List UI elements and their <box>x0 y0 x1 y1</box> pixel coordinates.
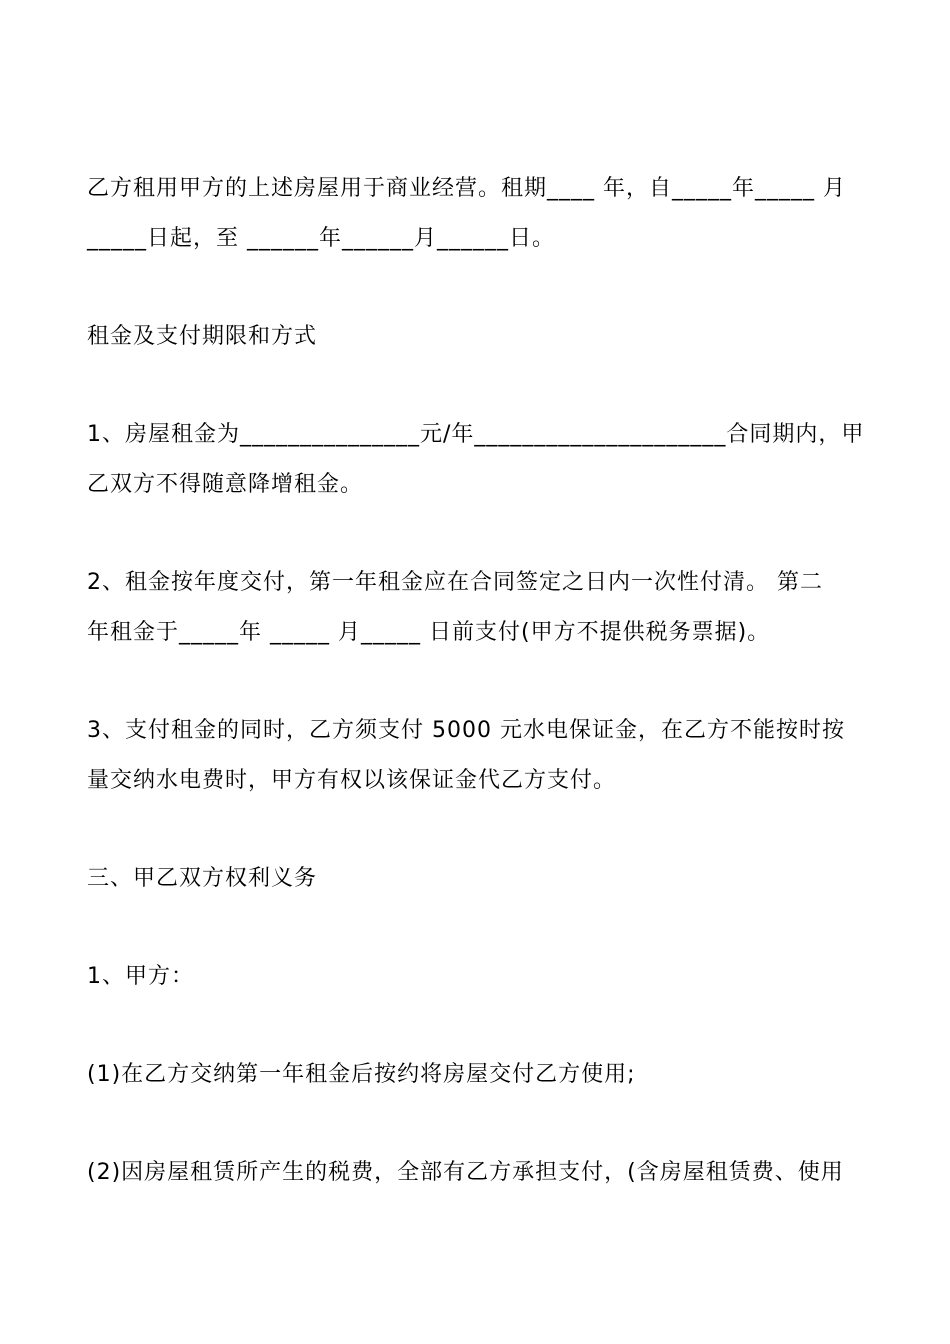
paragraph-rights-heading <box>87 854 865 904</box>
paragraph-party-a-heading <box>87 952 865 1002</box>
paragraph-rent-item-3 <box>87 706 865 806</box>
text-line: _____日起，至 ______年______月______日。 <box>87 226 555 251</box>
text-line: 2、租金按年度交付，第一年租金应在合同签定之日内一次性付清。 第二 <box>87 570 823 595</box>
subsection-heading: 1、甲方： <box>87 964 194 989</box>
document-page <box>87 164 865 1198</box>
text-line: 1、房屋租金为_______________元/年_____________________合同期内，甲 <box>87 422 865 447</box>
paragraph-lease-term <box>87 164 865 264</box>
paragraph-rent-heading <box>87 312 865 362</box>
text-line: 年租金于_____年 _____ 月_____ 日前支付(甲方不提供税务票据)。 <box>87 620 771 645</box>
paragraph-party-a-item-2 <box>87 1148 865 1198</box>
text-line: 乙双方不得随意降增租金。 <box>87 472 364 497</box>
text-line: 乙方租用甲方的上述房屋用于商业经营。租期____ 年，自_____年_____ 月 <box>87 176 846 201</box>
paragraph-party-a-item-1 <box>87 1050 865 1100</box>
paragraph-rent-item-2 <box>87 558 865 658</box>
text-line: (1)在乙方交纳第一年租金后按约将房屋交付乙方使用; <box>87 1062 636 1087</box>
paragraph-rent-item-1 <box>87 410 865 510</box>
section-heading: 三、甲乙双方权利义务 <box>87 866 318 891</box>
text-line: 量交纳水电费时，甲方有权以该保证金代乙方支付。 <box>87 768 617 793</box>
section-heading: 租金及支付期限和方式 <box>87 324 318 349</box>
text-line: (2)因房屋租赁所产生的税费，全部有乙方承担支付，(含房屋租赁费、使用 <box>87 1160 844 1185</box>
text-line: 3、支付租金的同时，乙方须支付 5000 元水电保证金，在乙方不能按时按 <box>87 718 845 743</box>
